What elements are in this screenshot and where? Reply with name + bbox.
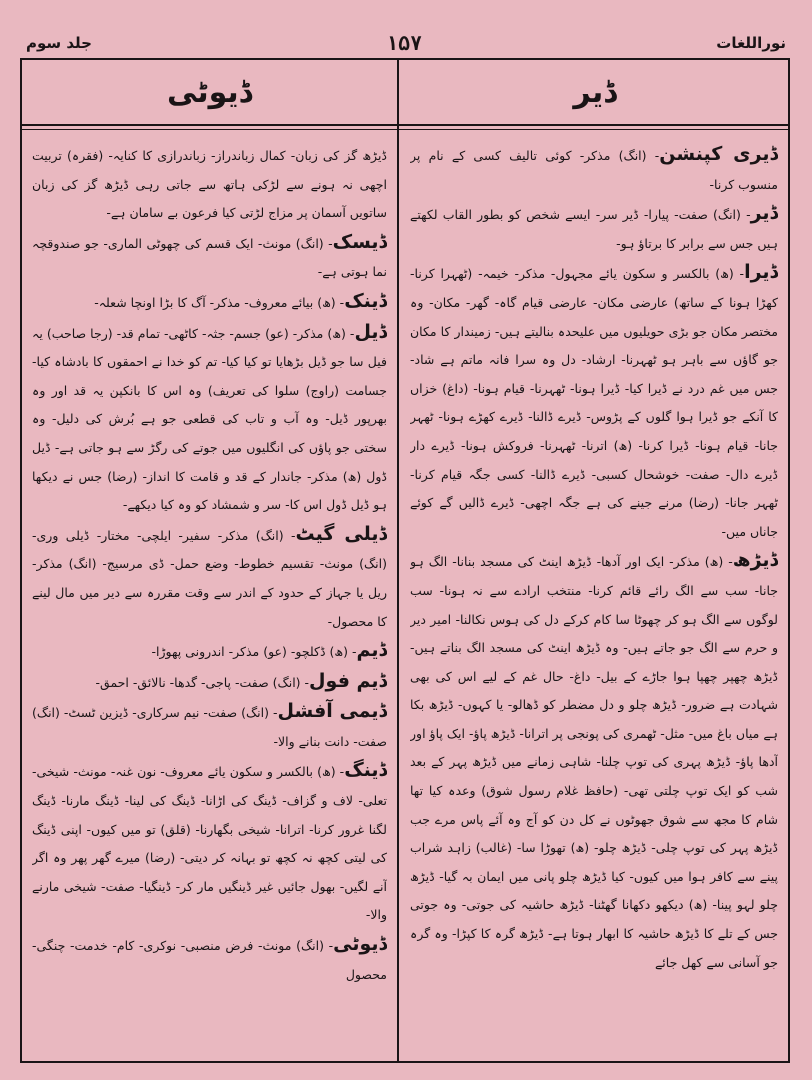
definition: ڈیڑھ گز کی زبان- کمال زباندراز- زباندرازی کا کنایہ- (فقرہ) تربیت اچھی نہ ہونے سے لڑکی ہاتھ سے جاتی رہی ڈیڑھ گز کی زبان ساتویں آسمان پر مزاج لڑتی کیا فرعون بے سامان ہے- bbox=[32, 148, 387, 221]
headword: ڈیلی گیٹ bbox=[295, 522, 387, 545]
definition: - (ھ) مذکر- (عو) جسم- جثہ- کاٹھی- تمام قد- (رجا صاحب) یہ فیل سا جو ڈیل بڑھایا تو کیا کیا- تم کو خدا نے احمقوں کا بادشاہ کیا- جسامت (راوج) سلوا کی تعریف) وہ اس کا بانکپن یہ قد اور وہ بھرپور ڈیل- وہ آب و تاب کی قطعی جو ہے بُرش کی دلیل- وہ سختی جو پاؤں کی انگلیوں میں جوتے کی رگڑ سے ہو جاتی ہے- ڈیل ڈول (ھ) مذکر- جاندار کے قد و قامت کا انداز- (رضا) جس نے دیکھا ہو ڈیل ڈول اس کا- سر و شمشاد کو وہ کیا دیکھے- bbox=[32, 325, 387, 513]
dictionary-entry bbox=[410, 546, 778, 977]
dictionary-entry bbox=[410, 140, 778, 199]
headword: ڈیر bbox=[750, 202, 778, 225]
book-title: نوراللغات bbox=[716, 34, 786, 52]
dictionary-entry bbox=[410, 258, 778, 546]
dictionary-entry bbox=[32, 667, 387, 698]
dictionary-entry bbox=[32, 697, 387, 756]
definition: - (ھ) مذکر- ایک اور آدھا- ڈیڑھ اینٹ کی مسجد بنانا- الگ ہو جانا- سب سے الگ رائے قائم کرنا- منتخب ارادے سے نہ ہونا- سب لوگوں سے الگ ہو کر چھوٹا سا کام کرکے دل کی ہوس نکالنا- امیر دیر و حرم سے الگ جو جاتے ہیں- وہ ڈیڑھ اینٹ کی مسجد الگ بناتے ہیں- ڈیڑھ چھپر چھپا ہوا جاڑے کے بیل- داغ- حال غم کے لیے اس کی بھی شہادت ہے ضرور- ڈیڑھ چلو و دل مضطر کو ڈھالو- یا کہوں- ڈیڑھ بکا ہے میاں باغ میں- مثل- ٹھمری کی پونجی پر اترانا- ڈیڑھ پاؤ- ایک پاؤ اور آدھا پاؤ- ڈیڑھ پہری کی توپ چلنا- شاہی زمانے میں ڈیڑھ پہر کے بعد شب کو ایک توپ چلتی تھی- (حافظ غلام رسول شوق) وعدہ کیا تھا شام کا مجھ سے شوق جھوٹوں نے کل دن کو آج وہ آئے پاس مرے جب ڈیڑھ پہر کی توپ چلی- ڈیڑھ چلو- (ھ) تھوڑا سا- (غالب) زاہد شراب پینے سے کافر ہوا میں کیوں- کیا ڈیڑھ چلو پانی میں ایمان بہ گیا- ڈیڑھ چلو لہو پینا- (ھ) دیکھو دکھانا گھٹنا- ڈیڑھ حاشیہ کی جوتی- وہ جوتی جس کے تلے کا ڈیڑھ حاشیہ کا ابھار ہوتا ہے- ڈیڑھ گرہ کا کپڑا- وہ گرہ جو آسانی سے کھل جائے bbox=[410, 554, 778, 970]
headword: ڈیم فول bbox=[309, 669, 387, 692]
dictionary-entry bbox=[32, 636, 387, 667]
dictionary-entry bbox=[410, 199, 778, 258]
definition: - (ھ) ڈکلچو- (عو) مذکر- اندرونی پھوڑا- bbox=[151, 644, 357, 660]
header-rule-thin bbox=[22, 129, 788, 130]
volume-label: جلد سوم bbox=[26, 34, 92, 52]
dictionary-entry bbox=[32, 228, 387, 287]
dictionary-entry bbox=[32, 520, 387, 636]
dictionary-entry bbox=[32, 140, 387, 228]
dictionary-entry bbox=[32, 287, 387, 318]
headword: ڈیڑھ bbox=[732, 549, 778, 572]
headword: ڈیری کپنشن bbox=[659, 143, 778, 165]
headword: ڈیرا bbox=[744, 261, 778, 284]
headword: ڈیسک bbox=[332, 230, 387, 253]
headword: ڈیمی آفشل bbox=[277, 700, 387, 723]
definition: - (ھ) بالکسر و سکون یائے مجہول- مذکر- خیمہ- (ٹھہرا کرنا- کھڑا ہونا کے ساتھ) عارضی مکان- عارضی قیام گاہ- گھر- مکان- وہ مختصر مکان جو بڑی حویلیوں میں علیحدہ بنالیتے ہیں- زمیندار کا مکان جو گاؤں سے باہر ہو ٹھہرنا- ارشاد- دل وہ سرا فانہ ماتم ہے شاد- جس میں غم درد نے ڈیرا کیا- ڈیرا ہونا- ٹھہرنا- قیام ہونا- (داغ) خزاں کا آنکے جو ڈیرا ہوا گلوں کے پڑوس- ڈیرے ڈالنا- ڈیرے کھڑے ہونا- ٹھہر جانا- قیام ہونا- ڈیرا کرنا- (ھ) اترنا- ٹھہرنا- فروکش ہونا- ڈیرے دار ڈیرے دال- صفت- خوشحال کسبی- ڈیرے ڈالنا- کسی جگہ قیام کرنا- ٹھہر جانا- (رضا) مرنے جینے کی ہے جگہ اچھی- ڈیرے ڈالیں گے کوئے جاناں میں- bbox=[410, 266, 778, 539]
definition: - (ھ) بیائے معروف- مذکر- آگ کا بڑا اونچا شعلہ- bbox=[94, 294, 345, 310]
left-guide-word: ڈیوٹی bbox=[166, 74, 253, 110]
definition: - (انگ) مذکر- سفیر- ایلچی- مختار- ڈیلی وری- (انگ) مونث- تقسیم خطوط- وضع حمل- ڈی مرسیج- (انگ) مذکر- ریل یا جہاز کے حدود کے اندر سے وقت مقررہ سے دیر میں مال لینے کا محصول- bbox=[32, 527, 387, 629]
dictionary-entry bbox=[32, 318, 387, 520]
headword: ڈیل bbox=[354, 320, 387, 343]
dictionary-entry bbox=[32, 930, 387, 989]
running-header bbox=[26, 30, 786, 56]
column-divider bbox=[397, 60, 399, 1061]
left-column bbox=[32, 140, 387, 1053]
definition: - (انگ) مونث- ایک قسم کی چھوٹی الماری- جو صندوقچہ نما ہوتی ہے- bbox=[32, 235, 387, 280]
page-number: ۱۵۷ bbox=[386, 31, 423, 55]
headword: ڈینک bbox=[344, 289, 387, 312]
definition: - (انگ) صفت- نیم سرکاری- ڈیزین ٹسٹ- (انگ) صفت- دانت بنانے والا- bbox=[32, 705, 387, 749]
right-column bbox=[410, 140, 778, 1053]
definition: - (انگ) مذکر- کوئی تالیف کسی کے نام پر منسوب کرنا- bbox=[410, 148, 778, 192]
headword: ڈینگ bbox=[344, 759, 387, 782]
headword: ڈیوٹی bbox=[333, 933, 387, 956]
definition: - (انگ) صفت- پاجی- گدھا- نالائق- احمق- bbox=[95, 674, 310, 690]
definition: - (انگ) صفت- پیارا- ڈیر سر- ایسے شخص کو بطور القاب لکھتے ہیں جس سے برابر کا برتاؤ ہو- bbox=[410, 207, 778, 251]
header-rule bbox=[22, 124, 788, 126]
headword: ڈیم bbox=[356, 639, 387, 662]
dictionary-entry bbox=[32, 756, 387, 930]
definition: - (ھ) بالکسر و سکون یائے معروف- نون غنہ- مونث- شیخی- تعلی- لاف و گزاف- ڈینگ کی اڑانا- ڈینگ کی لینا- ڈینگ مارنا- ڈینگ لگنا غرور کرنا- اترانا- شیخی بگھارنا- (قلق) تو میں کیوں- اپنی ڈینگ کی لیتی کچھ نہ کچھ تو بہانہ کر دیتی- (رضا) میرے گھر پھر وہ اگر آنے لگیں- بھول جائیں غیر ڈینگیں مار کر- ڈینگیا- صفت- شیخی مارنے والا- bbox=[32, 764, 387, 923]
right-guide-word: ڈیر bbox=[573, 74, 617, 110]
definition: - (انگ) مونث- فرض منصبی- نوکری- کام- خدمت- چنگی- محصول bbox=[32, 938, 387, 982]
page-frame bbox=[20, 58, 790, 1063]
